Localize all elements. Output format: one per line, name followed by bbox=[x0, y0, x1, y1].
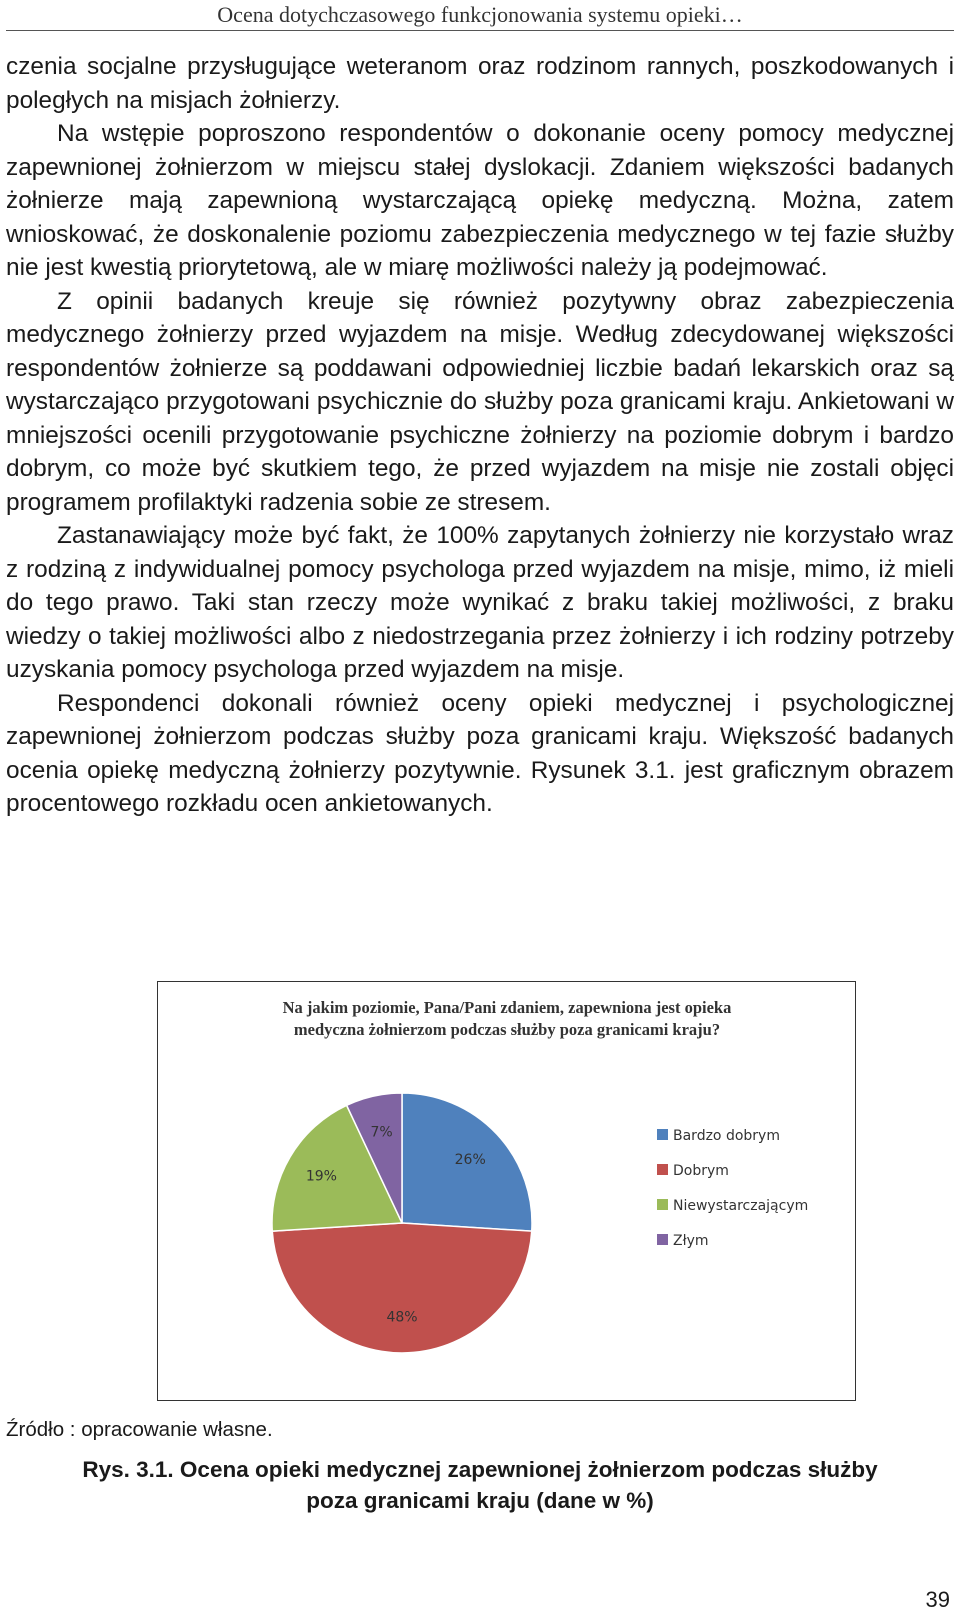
body-text bbox=[6, 50, 954, 821]
legend-label: Dobrym bbox=[673, 1163, 729, 1179]
chart-title bbox=[283, 998, 732, 1039]
paragraph-2: Na wstępie poproszono respondentów o dokonanie oceny pomocy medycznej zapewnionej żołnierzom w miejscu stałej dyslokacji. Zdaniem większości badanych żołnierze mają zapewnioną wystarczającą opiekę medyczną. Można, zatem wnioskować, że doskonalenie poziomu zabezpieczenia medycznego w tej fazie służby nie jest kwestią priorytetową, ale w miarę możliwości należy ją podejmować. bbox=[6, 120, 954, 281]
paragraph-3: Z opinii badanych kreuje się również pozytywny obraz zabezpieczenia medycznego żołnierzy przed wyjazdem na misje. Według zdecydowanej większości respondentów żołnierze są poddawani odpowiedniej liczbie badań lekarskich oraz są wystarczająco przygotowani psychicznie do służby poza granicami kraju. Ankietowani w mniejszości ocenili przygotowanie psychiczne żołnierzy na poziomie dobrym i bardzo dobrym, co może być skutkiem tego, że przed wyjazdem na misje nie zostali objęci programem profilaktyki radzenia sobie ze stresem. bbox=[6, 287, 954, 516]
paragraph-5: Respondenci dokonali również oceny opieki medycznej i psychologicznej zapewnionej żołnierzom podczas służby poza granicami kraju. Większość badanych ocenia opiekę medyczną żołnierzy pozytywnie. Rysunek 3.1. jest graficznym obrazem procentowego rozkładu ocen ankietowanych. bbox=[6, 689, 954, 817]
legend-swatch bbox=[657, 1164, 668, 1175]
paragraph-4: Zastanawiający może być fakt, że 100% zapytanych żołnierzy nie korzystało wraz z rodziną z indywidualnej pomocy psychologa przed wyjazdem na misje, mimo, iż mieli do tego prawo. Taki stan rzeczy może wynikać z braku takiej możliwości, z braku wiedzy o takiej możliwości albo z niedostrzegania przez żołnierzy i ich rodziny potrzeby uzyskania pomocy psychologa przed wyjazdem na misje. bbox=[6, 522, 954, 683]
legend-swatch bbox=[657, 1234, 668, 1245]
figure-caption-line-2: poza granicami kraju (dane w %) bbox=[306, 1488, 654, 1513]
chart-title-line: medyczna żołnierzom podczas służby poza granicami kraju? bbox=[293, 1020, 721, 1039]
pie-slice bbox=[272, 1223, 531, 1353]
legend-swatch bbox=[657, 1129, 668, 1140]
paragraph-1: czenia socjalne przysługujące weteranom oraz rodzinom rannych, poszkodowanych i poległych na misjach żołnierzy. bbox=[6, 53, 954, 114]
legend-swatch bbox=[657, 1199, 668, 1210]
figure-source: Źródło : opracowanie własne. bbox=[6, 1418, 273, 1441]
figure-caption-line-1: Rys. 3.1. Ocena opieki medycznej zapewnionej żołnierzom podczas służby bbox=[82, 1457, 878, 1482]
pie-chart bbox=[157, 981, 856, 1401]
pie-slice-label: 26% bbox=[454, 1151, 486, 1168]
chart-title-line: Na jakim poziomie, Pana/Pani zdaniem, zapewniona jest opieka bbox=[282, 998, 732, 1017]
pie-slice-label: 48% bbox=[386, 1309, 418, 1326]
pie-slice-label: 7% bbox=[370, 1124, 393, 1141]
pie-legend bbox=[657, 1128, 808, 1249]
figure-caption bbox=[0, 1454, 960, 1516]
legend-label: Złym bbox=[673, 1233, 709, 1249]
legend-label: Bardzo dobrym bbox=[673, 1128, 780, 1144]
legend-label: Niewystarczającym bbox=[673, 1198, 809, 1214]
page-number: 39 bbox=[925, 1587, 950, 1612]
pie-chart-svg bbox=[158, 982, 857, 1402]
pie-slice-label: 19% bbox=[305, 1168, 337, 1185]
running-header: Ocena dotychczasowego funkcjonowania systemu opieki… bbox=[6, 0, 954, 31]
